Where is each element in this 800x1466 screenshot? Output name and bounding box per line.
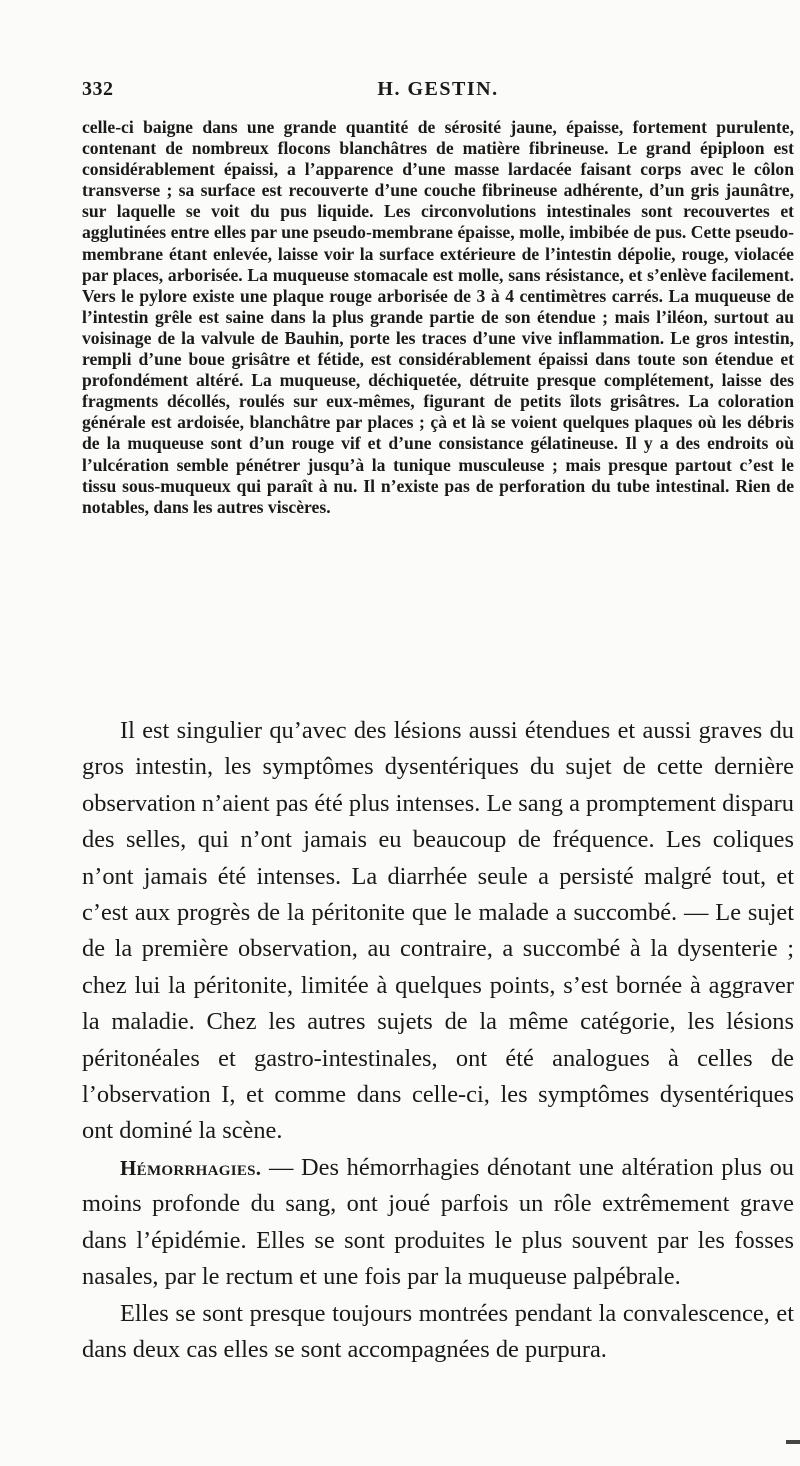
paragraph-2-text: — Des hémorrhagies dénotant une altération plus ou moins profonde du sang, ont joué parfois un rôle extrêmement grave dans l’épidémie. Elles se sont produites le plus souvent par les fosses nasales, par le rectum et une fois par la muqueuse palpébrale.: [82, 1153, 794, 1291]
paragraph-1: Il est singulier qu’avec des lésions aussi étendues et aussi graves du gros intestin, les symptômes dysentériques du sujet de cette dernière observation n’aient pas été plus intenses. Le sang a promptement disparu des selles, qui n’ont jamais eu beaucoup de fréquence. Les coliques n’ont jamais été intenses. La diarrhée seule a persisté malgré tout, et c’est aux progrès de la péritonite que le malade a succombé. — Le sujet de la première observation, au contraire, a succombé à la dysenterie ; chez lui la péritonite, limitée à quelques points, s’est bornée à aggraver la maladie. Chez les autres sujets de la même catégorie, les lésions péritonéales et gastro-intestinales, ont été analogues à celles de l’observation I, et comme dans celle-ci, les symptômes dysentériques ont dominé la scène.: [82, 717, 794, 1145]
running-head: H. GESTIN.: [377, 78, 499, 100]
section-label-hemorrhagies: Hémorrhagies.: [120, 1155, 262, 1180]
small-paragraph: celle-ci baigne dans une grande quantité de sérosité jaune, épaisse, fortement purulente, contenant de nombreux flocons blanchâtres de matière fibrineuse. Le grand épiploon est considérablement épaissi, a l’apparence d’une masse lardacée faisant corps avec le côlon transverse ; sa surface est recouverte d’une couche fibrineuse adhérente, d’un gris jaunâtre, sur laquelle se voit du pus liquide. Les circonvolutions intestinales sont recouvertes et agglutinées entre elles par une pseudo-membrane épaisse, molle, imbibée de pus. Cette pseudo-membrane étant enlevée, laisse voir la surface extérieure de l’intestin dépolie, rouge, violacée par places, arborisée. La muqueuse stomacale est molle, sans résistance, et s’enlève facilement. Vers le pylore existe une plaque rouge arborisée de 3 à 4 centimètres carrés. La muqueuse de l’intestin grêle est saine dans la plus grande partie de son étendue ; mais l’iléon, surtout au voisinage de la valvule de Bauhin, porte les traces d’une vive inflammation. Le gros intestin, rempli d’une boue grisâtre et fétide, est considérablement épaissi dans toute son étendue et profondément altéré. La muqueuse, déchiquetée, détruite presque complétement, laisse des fragments décollés, roulés sur eux-mêmes, figurant de petits îlots grisâtres. La coloration générale est ardoisée, blanchâtre par places ; çà et là se voient quelques plaques où les débris de la muqueuse sont d’un rouge vif et d’une consistance gélatineuse. Il y a des endroits où l’ulcération semble pénétrer jusqu’à la tunique musculeuse ; mais presque partout c’est le tissu sous-muqueux qui paraît à nu. Il n’existe pas de perforation du tube intestinal. Rien de notables, dans les autres viscères.: [82, 117, 794, 517]
main-text-block: [82, 713, 794, 1368]
page-edge-mark: [786, 1440, 800, 1444]
observation-text-block: [82, 117, 794, 518]
paragraph-2: [82, 1150, 794, 1296]
page-header: [82, 78, 794, 108]
page-number: 332: [82, 78, 114, 100]
paragraph-3: Elles se sont presque toujours montrées pendant la convalescence, et dans deux cas elles se sont accompagnées de purpura.: [82, 1299, 794, 1363]
